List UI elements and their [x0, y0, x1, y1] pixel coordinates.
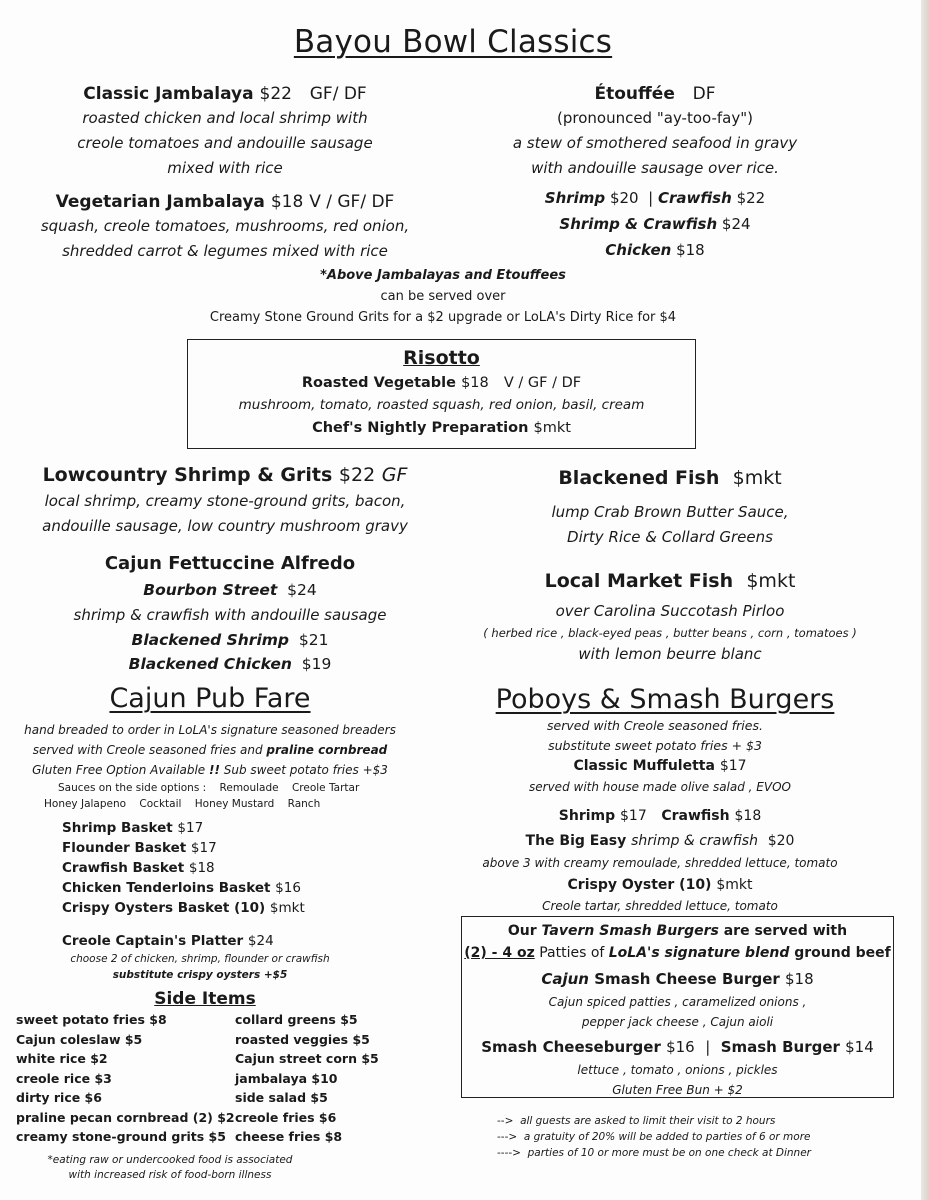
policy-line: ---> a gratuity of 20% will be added to parties of 6 or more	[497, 1131, 811, 1143]
item-desc: roasted chicken and local shrimp with	[82, 109, 368, 127]
pub-fare-intro	[0, 720, 420, 780]
burgers-box	[461, 916, 894, 1098]
item-name: Shrimp	[558, 808, 616, 824]
option-name: Chicken	[605, 241, 672, 259]
side-item: jambalaya $10	[235, 1070, 338, 1086]
variant-price: $21	[298, 631, 329, 649]
item-desc: lump Crab Brown Butter Sauce,	[551, 503, 789, 521]
item-desc: with lemon beurre blanc	[578, 645, 762, 663]
item-desc: squash, creole tomatoes, mushrooms, red onion,	[40, 217, 410, 235]
item-tags: V / GF / DF	[503, 375, 582, 391]
item-desc: a stew of smothered seafood in gravy	[512, 134, 798, 152]
sauces-line: Sauces on the side options : Remoulade Creole Tartar	[58, 782, 360, 794]
platter-desc	[20, 951, 380, 983]
side-item: Cajun coleslaw $5	[16, 1031, 143, 1047]
shrimp-crawfish-poboys	[455, 804, 865, 828]
item-name: Vegetarian Jambalaya	[55, 192, 265, 212]
page-edge	[921, 0, 929, 1200]
item-desc: shredded carrot & legumes mixed with rice	[62, 242, 388, 260]
item-desc: mixed with rice	[167, 159, 283, 177]
item-tags: V / GF/ DF	[309, 192, 395, 212]
burger-emphasis: LoLA's signature blend	[608, 945, 790, 961]
item-tags: GF/ DF	[309, 84, 367, 104]
side-item: cheese fries $8	[235, 1129, 343, 1144]
sauces-line: Honey Jalapeno Cocktail Honey Mustard Ranch	[44, 798, 321, 810]
poboys	[455, 684, 875, 715]
side-items-title: Side Items	[154, 989, 256, 1009]
item-price: $20	[767, 833, 795, 849]
variant-name: Bourbon Street	[143, 581, 278, 599]
blackened-fish	[470, 464, 870, 550]
side-item: creole fries $6	[235, 1109, 337, 1125]
side-item: praline pecan cornbread (2) $2	[16, 1109, 235, 1125]
policies	[497, 1113, 811, 1161]
note-line: Creamy Stone Ground Grits for a $2 upgrade or LoLA's Dirty Rice for $4	[209, 310, 677, 325]
item-desc: pepper jack cheese , Cajun aioli	[581, 1015, 774, 1029]
intro-emphasis: praline cornbread	[266, 743, 388, 757]
item-price: $17	[620, 808, 647, 824]
intro-line: Sub sweet potato fries +$3	[219, 763, 388, 777]
item-price: $18	[734, 808, 762, 824]
etouffee-options	[470, 185, 840, 211]
separator: |	[705, 1038, 711, 1056]
item-name: Classic Muffuletta	[573, 758, 715, 774]
item-desc: Cajun spiced patties , caramelized onions ,	[548, 995, 807, 1009]
basket-item: Flounder Basket $17	[62, 840, 217, 856]
burger-line: Patties of	[534, 945, 609, 961]
item-desc: substitute crispy oysters +$5	[112, 969, 288, 981]
item-name: Local Market Fish	[544, 570, 734, 592]
item-price: $22	[338, 464, 376, 486]
option-price: $20	[609, 189, 639, 207]
pub-fare	[0, 683, 420, 714]
page-title: Bayou Bowl Classics	[293, 24, 613, 60]
item-price: $22	[259, 84, 292, 104]
item-name: Blackened Fish	[558, 467, 720, 489]
note-line: *eating raw or undercooked food is associated	[47, 1154, 293, 1166]
option-name: Shrimp	[544, 189, 606, 207]
item-desc: Creole tartar, shredded lettuce, tomato	[542, 899, 778, 913]
side-item: dirty rice $6	[16, 1090, 102, 1105]
item-desc: mushroom, tomato, roasted squash, red onion, basil, cream	[238, 397, 645, 413]
intro-emphasis: !!	[208, 763, 220, 777]
intro-line: served with Creole seasoned fries.	[547, 718, 763, 733]
platter	[62, 931, 274, 951]
basket-item: Crawfish Basket $18	[62, 860, 215, 876]
item-desc: with andouille sausage over rice.	[531, 159, 779, 177]
option-name: Shrimp & Crawfish	[559, 215, 718, 233]
item-name: Creole Captain's Platter	[62, 933, 244, 949]
item-name: Lowcountry Shrimp & Grits	[42, 464, 333, 486]
note-line: can be served over	[380, 289, 506, 304]
item-price: $17	[719, 758, 747, 774]
side-item: roasted veggies $5	[235, 1031, 370, 1047]
item-name: Crispy Oyster (10)	[567, 877, 712, 893]
item-price: $mkt	[533, 420, 571, 436]
item-desc: local shrimp, creamy stone-ground grits, bacon,	[44, 492, 406, 510]
item-desc: Gluten Free Bun + $2	[612, 1083, 743, 1097]
variant-price: $19	[301, 655, 332, 673]
side-item: creole rice $3	[16, 1070, 112, 1086]
risotto-title: Risotto	[403, 347, 480, 369]
section-title: Cajun Pub Fare	[109, 683, 311, 714]
item-name: The Big Easy	[525, 833, 627, 849]
item-name: Smash Cheeseburger	[481, 1038, 661, 1056]
variant-name: Blackened Chicken	[128, 655, 292, 673]
note-line: *Above Jambalayas and Etouffees	[320, 268, 566, 283]
side-item: sweet potato fries $8	[16, 1012, 167, 1027]
item-name: Chef's Nightly Preparation	[312, 420, 529, 436]
intro-line: Gluten Free Option Available	[32, 763, 209, 777]
variant-desc: shrimp & crawfish with andouille sausage	[73, 606, 387, 624]
item-price: $mkt	[732, 467, 782, 489]
section-title: Poboys & Smash Burgers	[495, 684, 835, 715]
separator: |	[648, 189, 654, 207]
item-pronounce: (pronounced "ay-too-fay")	[557, 109, 753, 127]
item-desc: creole tomatoes and andouille sausage	[77, 134, 373, 152]
burger-emphasis: (2) - 4 oz	[464, 945, 535, 961]
risotto-box	[187, 339, 696, 449]
item-desc: choose 2 of chicken, shrimp, flounder or crawfish	[70, 953, 330, 965]
option-price: $24	[721, 215, 751, 233]
burger-emphasis: Tavern Smash Burgers	[541, 923, 719, 939]
option-price: $18	[676, 241, 705, 259]
item-tags: DF	[692, 84, 716, 104]
item-name: Cajun	[541, 970, 589, 988]
side-item: Cajun street corn $5	[235, 1051, 379, 1066]
item-price: $16	[666, 1038, 695, 1056]
intro-line: hand breaded to order in LoLA's signature seasoned breaders	[24, 723, 396, 737]
item-desc: Dirty Rice & Collard Greens	[567, 528, 773, 546]
item-name: Crawfish	[661, 808, 730, 824]
intro-line: substitute sweet potato fries + $3	[548, 738, 762, 753]
item-price: $14	[845, 1038, 874, 1056]
basket-item: Crispy Oysters Basket (10) $mkt	[62, 900, 305, 916]
item-price: $18	[785, 970, 814, 988]
classic-jambalaya	[10, 82, 440, 181]
side-items-left	[16, 1010, 235, 1147]
item-tags: GF	[381, 464, 408, 486]
item-price: $18	[461, 375, 489, 391]
etouffee	[470, 82, 840, 263]
side-item: side salad $5	[235, 1090, 328, 1105]
burger-line: ground beef	[789, 945, 891, 961]
variant-price: $24	[287, 581, 317, 599]
big-easy	[455, 829, 865, 873]
policy-line: ----> parties of 10 or more must be on one check at Dinner	[497, 1147, 811, 1159]
item-name: Smash Cheese Burger	[588, 970, 780, 988]
side-item: white rice $2	[16, 1051, 108, 1066]
item-price: $mkt	[746, 570, 796, 592]
item-desc: shrimp & crawfish	[631, 833, 758, 849]
item-desc: ( herbed rice , black-eyed peas , butter beans , corn , tomatoes )	[483, 626, 857, 640]
item-price: $18	[270, 192, 304, 212]
shrimp-grits	[0, 461, 450, 539]
burger-line: are served with	[718, 923, 848, 939]
note-line: with increased risk of food-born illness	[68, 1169, 272, 1181]
basket-item: Shrimp Basket $17	[62, 820, 204, 836]
fettuccine	[0, 550, 460, 676]
item-desc: over Carolina Succotash Pirloo	[555, 602, 785, 620]
intro-line: served with Creole seasoned fries and	[32, 743, 267, 757]
option-price: $22	[736, 189, 766, 207]
item-name: Cajun Fettuccine Alfredo	[104, 553, 356, 574]
item-desc: andouille sausage, low country mushroom gravy	[42, 517, 408, 535]
item-name: Smash Burger	[720, 1038, 840, 1056]
poboys-intro	[455, 716, 855, 756]
basket-item: Chicken Tenderloins Basket $16	[62, 880, 301, 896]
crispy-oyster	[455, 874, 865, 916]
side-items-right	[235, 1010, 379, 1147]
item-price: $mkt	[716, 877, 753, 893]
item-name: Classic Jambalaya	[83, 84, 254, 104]
upgrade-note	[0, 265, 886, 328]
muffuletta	[455, 756, 865, 798]
item-desc: served with house made olive salad , EVOO	[529, 780, 791, 794]
market-fish	[450, 567, 890, 667]
option-name: Crawfish	[657, 189, 732, 207]
variant-name: Blackened Shrimp	[131, 631, 290, 649]
policy-line: --> all guests are asked to limit their visit to 2 hours	[497, 1115, 776, 1127]
item-desc: above 3 with creamy remoulade, shredded lettuce, tomato	[482, 856, 838, 870]
raw-food-note	[0, 1153, 340, 1183]
vegetarian-jambalaya	[10, 190, 440, 264]
item-name: Roasted Vegetable	[301, 375, 456, 391]
basket-list	[62, 818, 305, 918]
item-name: Étouffée	[594, 84, 675, 104]
side-item: creamy stone-ground grits $5	[16, 1129, 226, 1144]
side-item: collard greens $5	[235, 1012, 358, 1027]
burger-line: Our	[507, 923, 542, 939]
item-desc: lettuce , tomato , onions , pickles	[577, 1063, 778, 1077]
item-price: $24	[247, 933, 274, 949]
